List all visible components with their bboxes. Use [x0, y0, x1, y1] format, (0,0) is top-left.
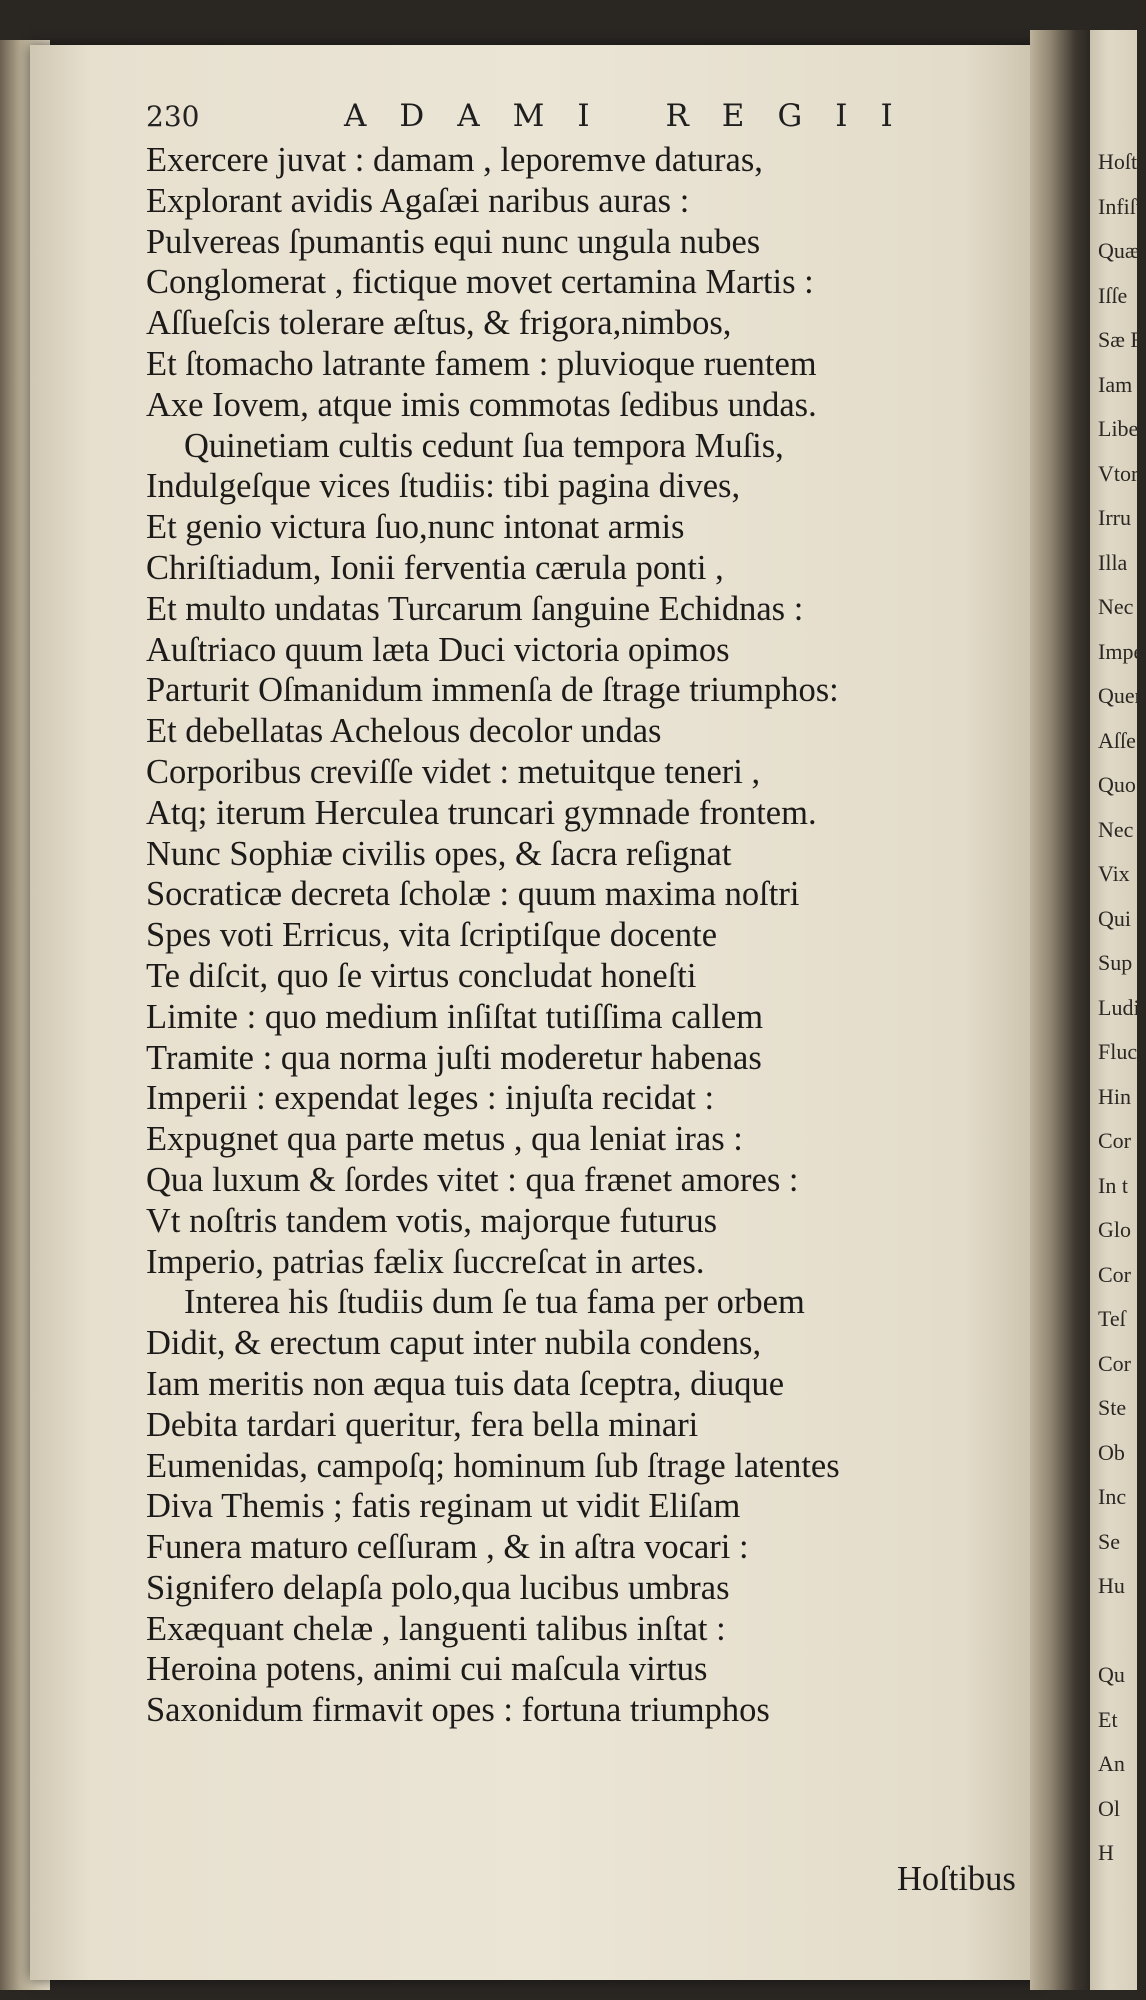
facing-page-fragment [1098, 1609, 1137, 1654]
verse-line: Imperii : expendat leges : injuſta recidat : [146, 1079, 715, 1118]
facing-page-fragment: Impe [1098, 638, 1144, 664]
verse-line: Parturit Oſmanidum immenſa de ſtrage triumphos: [146, 671, 839, 710]
running-head: ADAMI REGII [344, 98, 926, 134]
facing-page-fragment: Qu [1098, 1662, 1125, 1687]
facing-page-fragment: In t [1098, 1172, 1128, 1198]
verse-line: Nunc Sophiæ civilis opes, & ſacra reſignat [146, 834, 732, 873]
facing-page-fragment: Ob [1098, 1439, 1125, 1465]
verse-line: Et multo undatas Turcarum ſanguine Echidnas : [146, 589, 804, 628]
verse-line: Diva Themis ; fatis reginam ut vidit Eliſam [146, 1487, 741, 1526]
facing-page-fragment: Vix [1098, 861, 1130, 886]
verse-line: Debita tardari queritur, fera bella minari [146, 1405, 699, 1444]
facing-page-fragment: Ludi [1098, 994, 1140, 1020]
verse-line: Explorant avidis Agaſæi naribus auras : [146, 181, 690, 220]
facing-page-fragment: Quo [1098, 772, 1136, 797]
facing-page-fragment: Quæ [1098, 238, 1140, 263]
verse-line: Tramite : qua norma juſti moderetur habenas [146, 1038, 762, 1077]
verse-line: Saxonidum firmavit opes : fortuna triumphos [146, 1691, 770, 1730]
facing-page-fragment: Et [1098, 1706, 1118, 1732]
facing-page-fragment: Quer [1098, 683, 1142, 708]
verse-line: Conglomerat , fictique movet certamina Martis : [146, 263, 814, 302]
facing-page-fragment: Vtor [1098, 460, 1139, 486]
facing-page-fragment: Hin [1098, 1083, 1131, 1109]
verse-line: Chriſtiadum, Ionii ferventia cærula ponti , [146, 548, 724, 587]
facing-page-fragment: Se [1098, 1528, 1120, 1554]
facing-page-fragment: Iſſe [1098, 282, 1128, 308]
facing-page-fragment: Sæ F [1098, 327, 1143, 352]
facing-page-fragment: Aſſe [1098, 727, 1136, 753]
verse-line: Et debellatas Achelous decolor undas [146, 712, 662, 751]
facing-page-fragment: Cor [1098, 1128, 1131, 1153]
facing-page-fragment: Nec [1098, 816, 1134, 842]
verse-line: Auſtriaco quum læta Duci victoria opimos [146, 630, 730, 669]
verse-line: Exæquant chelæ , languenti talibus inſtat : [146, 1609, 726, 1648]
facing-page-fragment: H [1098, 1840, 1114, 1865]
facing-page-text [1098, 140, 1146, 1876]
facing-page-fragment: Illa [1098, 549, 1128, 575]
verse-line: Iam meritis non æqua tuis data ſceptra, diuque [146, 1364, 785, 1403]
verse-line: Interea his ſtudiis dum ſe tua fama per orbem [184, 1283, 805, 1322]
facing-page-fragment: Cor [1098, 1261, 1131, 1287]
facing-page-fragment: Sup [1098, 950, 1133, 975]
verse-line: Didit, & erectum caput inter nubila condens, [146, 1324, 762, 1363]
facing-page-fragment: Iam [1098, 371, 1133, 397]
verse-line: Signifero delapſa polo,qua lucibus umbras [146, 1568, 730, 1607]
verse-line: Qua luxum & ſordes vitet : qua frænet amores : [146, 1160, 799, 1199]
verse-line: Quinetiam cultis cedunt ſua tempora Muſis, [184, 426, 784, 465]
verse-line: Axe Iovem, atque imis commotas ſedibus undas. [146, 385, 817, 424]
facing-page-fragment: Qui [1098, 905, 1131, 931]
facing-page-fragment: Liber [1098, 416, 1146, 441]
verse-line: Spes voti Erricus, vita ſcriptiſque docente [146, 916, 718, 955]
verse-line: Atq; iterum Herculea truncari gymnade frontem. [146, 793, 817, 832]
verse-line: Aſſueſcis tolerare æſtus, & frigora,nimbos, [146, 304, 732, 343]
facing-page-fragment: Infiſt [1098, 193, 1142, 219]
verse-line: Heroina potens, animi cui maſcula virtus [146, 1650, 708, 1689]
verse-line: Limite : quo medium inſiſtat tutiſſima callem [146, 997, 764, 1036]
page-header [112, 98, 1032, 140]
verse-line: Imperio, patrias fælix ſuccreſcat in artes. [146, 1242, 705, 1281]
facing-page-fragment: Nec [1098, 594, 1134, 619]
verse-block [146, 140, 1066, 1731]
verse-line: Expugnet qua parte metus , qua leniat iras : [146, 1120, 743, 1159]
facing-page-fragment: Irru [1098, 505, 1131, 530]
facing-page-fragment: Teſ [1098, 1306, 1126, 1331]
facing-page-fragment: Inc [1098, 1484, 1127, 1509]
verse-line: Funera maturo ceſſuram , & in aſtra vocari : [146, 1528, 749, 1567]
facing-page-fragment: An [1098, 1751, 1125, 1776]
verse-line: Pulvereas ſpumantis equi nunc ungula nubes [146, 222, 761, 261]
facing-page-fragment: Ste [1098, 1395, 1127, 1420]
verse-line: Et ſtomacho latrante famem : pluvioque ruentem [146, 344, 817, 383]
verse-line: Socraticæ decreta ſcholæ : quum maxima noſtri [146, 875, 800, 914]
verse-line: Exercere juvat : damam , leporemve daturas, [146, 141, 763, 179]
facing-page-fragment: Cor [1098, 1350, 1131, 1376]
facing-page-fragment: Fluc [1098, 1039, 1138, 1064]
verse-line: Eumenidas, campoſq; hominum ſub ſtrage latentes [146, 1446, 840, 1485]
facing-page-fragment: Hoſti [1098, 149, 1144, 174]
facing-page-fragment: Hu [1098, 1573, 1125, 1598]
verse-line: Et genio victura ſuo,nunc intonat armis [146, 508, 685, 547]
verse-line: Vt noſtris tandem votis, majorque futurus [146, 1201, 718, 1240]
catchword: Hoſtibus [897, 1860, 1016, 1898]
verse-line: Indulgeſque vices ſtudiis: tibi pagina dives, [146, 467, 741, 506]
facing-page-fragment: Glo [1098, 1217, 1131, 1242]
page-number: 230 [146, 100, 200, 133]
verse-line: Corporibus creviſſe videt : metuitque teneri , [146, 752, 761, 791]
verse-line: Te diſcit, quo ſe virtus concludat honeſti [146, 956, 697, 995]
facing-page-fragment: Ol [1098, 1795, 1120, 1821]
